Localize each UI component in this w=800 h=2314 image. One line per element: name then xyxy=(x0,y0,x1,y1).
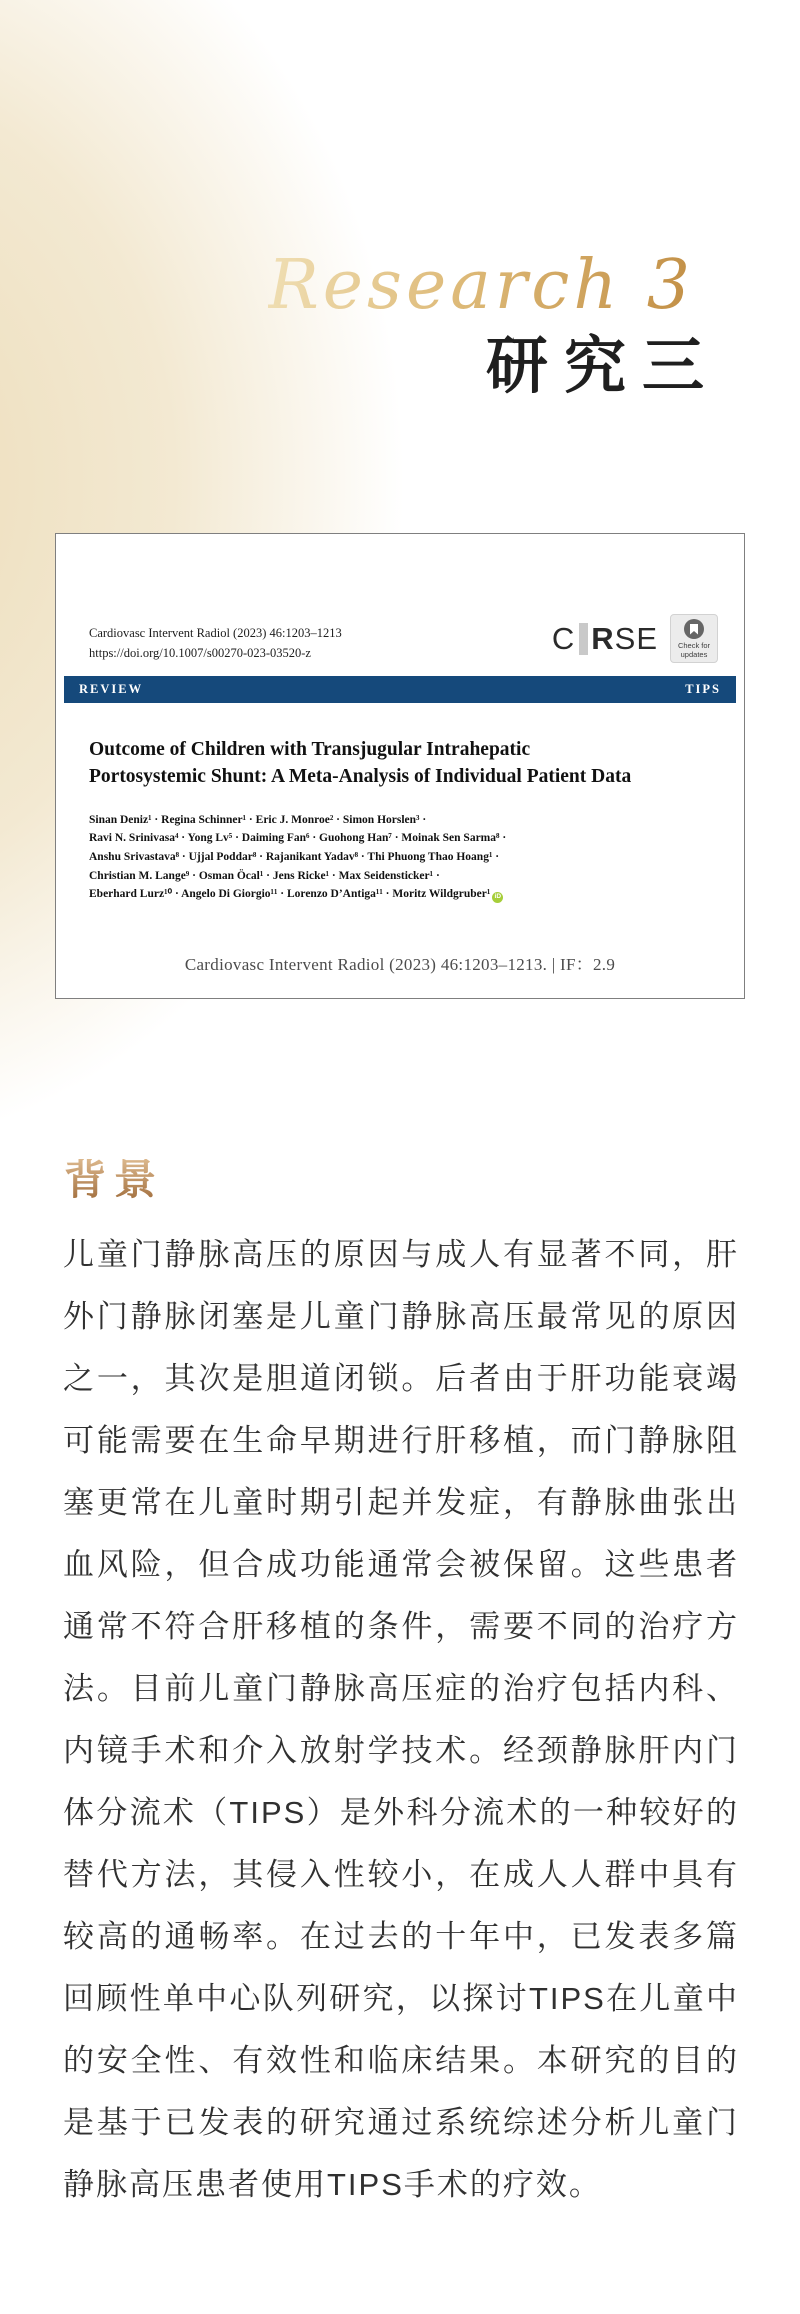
paper-title-line-1: Outcome of Children with Transjugular Intrahepatic xyxy=(89,739,531,760)
paper-meta xyxy=(89,623,342,663)
paper-header-row xyxy=(56,534,744,663)
author-line: Anshu Srivastava⁸ · Ujjal Poddar⁸ · Rajanikant Yadav⁸ · Thi Phuong Thao Hoang¹ · xyxy=(89,851,500,864)
header-cn-title: 研究三 xyxy=(485,329,720,403)
paper-title xyxy=(89,737,711,791)
section-heading-background: 背景 xyxy=(64,1154,165,1204)
doi-line: https://doi.org/10.1007/s00270-023-03520-z xyxy=(89,646,311,660)
background-paragraph: 儿童门静脉高压的原因与成人有显著不同，肝外门静脉闭塞是儿童门静脉高压最常见的原因之一，其次是胆道闭锁。后者由于肝功能衰竭可能需要在生命早期进行肝移植，而门静脉阻塞更常在儿童时期引起并发症，有静脉曲张出血风险，但合成功能通常会被保留。这些患者通常不符合肝移植的条件，需要不同的治疗方法。目前儿童门静脉高压症的治疗包括内科、内镜手术和介入放射学技术。经颈静脉肝内门体分流术（TIPS）是外科分流术的一种较好的替代方法，其侵入性较小，在成人人群中具有较高的通畅率。在过去的十年中，已发表多篇回顾性单中心队列研究，以探讨TIPS在儿童中的安全性、有效性和临床结果。本研究的目的是基于已发表的研究通过系统综述分析儿童门静脉高压患者使用TIPS手术的疗效。 xyxy=(63,1237,739,2202)
header-script-title: Research 3 xyxy=(268,250,704,321)
paper-screenshot-card xyxy=(55,533,745,999)
author-line: Sinan Deniz¹ · Regina Schinner¹ · Eric J. Monroe² · Simon Horslen³ · xyxy=(89,813,427,826)
author-line: Eberhard Lurz¹⁰ · Angelo Di Giorgio¹¹ · Lorenzo D’Antiga¹¹ · Moritz Wildgruber¹ iD xyxy=(89,885,711,904)
cirse-logo xyxy=(552,621,658,657)
orcid-icon: iD xyxy=(492,892,503,903)
author-list xyxy=(89,811,711,904)
paper-logos xyxy=(552,614,718,663)
cirse-i-bar xyxy=(579,623,588,655)
page-header xyxy=(267,246,720,403)
check-updates-label: Check for updates xyxy=(677,641,711,659)
cirse-se-letters: SE xyxy=(614,620,658,656)
cirse-r-letter: R xyxy=(591,620,615,656)
review-banner xyxy=(64,676,736,703)
check-updates-icon xyxy=(684,619,704,639)
citation-line: Cardiovasc Intervent Radiol (2023) 46:1203–1213. | IF：2.9 xyxy=(184,954,616,974)
author-line: Ravi N. Srinivasa⁴ · Yong Lv⁵ · Daiming Fan⁶ · Guohong Han⁷ · Moinak Sen Sarma⁸ · xyxy=(89,832,507,845)
check-for-updates-badge xyxy=(670,614,718,663)
cirse-c-letter: C xyxy=(551,620,575,656)
journal-line: Cardiovasc Intervent Radiol (2023) 46:1203–1213 xyxy=(89,626,342,640)
paper-title-line-2: Portosystemic Shunt: A Meta-Analysis of Individual Patient Data xyxy=(89,765,632,787)
tips-label: TIPS xyxy=(685,682,721,696)
bookmark-icon xyxy=(690,624,698,635)
review-label: REVIEW xyxy=(79,682,144,696)
author-line: Christian M. Lange⁹ · Osman Öcal¹ · Jens Ricke¹ · Max Seidensticker¹ · xyxy=(89,869,440,882)
